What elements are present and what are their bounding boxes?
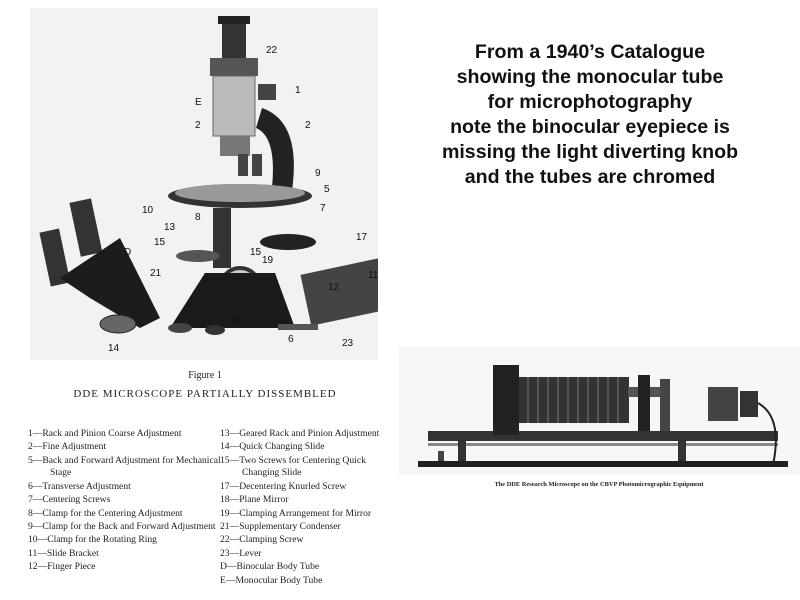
callout-2-right: 2 xyxy=(305,120,311,131)
microscope-photo xyxy=(30,8,378,360)
callout-2-left: 2 xyxy=(195,120,201,131)
legend-item: 14—Quick Changing Slide xyxy=(220,441,325,453)
callout-14: 14 xyxy=(108,343,120,354)
callout-8: 8 xyxy=(195,212,201,223)
callout-19: 19 xyxy=(262,255,274,266)
callout-12: 12 xyxy=(328,282,340,293)
legend-item: 7—Centering Screws xyxy=(28,494,111,506)
caption-line: missing the light diverting knob xyxy=(441,141,739,163)
callout-5: 5 xyxy=(324,184,330,195)
figure-title: DDE MICROSCOPE PARTIALLY DISSEMBLED xyxy=(73,388,337,400)
legend-item: 8—Clamp for the Centering Adjustment xyxy=(28,507,183,519)
legend-item: 12—Finger Piece xyxy=(28,561,96,573)
legend-item: D—Binocular Body Tube xyxy=(220,561,320,573)
legend-left-column xyxy=(28,428,228,575)
caption-line: and the tubes are chromed xyxy=(464,166,716,188)
callout-15-left: 15 xyxy=(154,237,166,248)
callout-13: 13 xyxy=(164,222,176,233)
legend-item: 22—Clamping Screw xyxy=(220,534,304,546)
annotation-caption xyxy=(410,40,770,190)
callout-18: 18 xyxy=(230,316,242,327)
figure-label: Figure 1 xyxy=(188,370,222,381)
caption-line: note the binocular eyepiece is xyxy=(450,116,730,138)
legend-item: 21—Supplementary Condenser xyxy=(220,521,341,532)
callout-d: D xyxy=(124,247,132,258)
legend-item: 19—Clamping Arrangement for Mirror xyxy=(220,507,372,519)
equipment-illustration xyxy=(398,347,800,475)
equipment-caption: The DDE Research Microscope on the CBVP Photomicrographic Equipment xyxy=(494,481,704,488)
legend-item: 18—Plane Mirror xyxy=(220,494,289,506)
legend-item: 5—Back and Forward Adjustment for Mechanical Stage xyxy=(28,454,221,479)
legend-item: E—Monocular Body Tube xyxy=(220,574,323,586)
callout-7: 7 xyxy=(320,203,326,214)
callout-1: 1 xyxy=(295,85,301,96)
callout-11: 11 xyxy=(368,270,378,281)
legend-item: 13—Geared Rack and Pinion Adjustment xyxy=(220,428,380,439)
callout-22: 22 xyxy=(266,45,278,56)
legend-item: 9—Clamp for the Back and Forward Adjustment xyxy=(28,521,216,532)
legend-right-column xyxy=(220,428,400,588)
legend-item: 17—Decentering Knurled Screw xyxy=(220,480,347,492)
callout-9: 9 xyxy=(315,168,321,179)
legend-item: 6—Transverse Adjustment xyxy=(28,480,131,492)
callout-17: 17 xyxy=(356,232,368,243)
caption-line: showing the monocular tube xyxy=(456,66,724,88)
legend-item: 2—Fine Adjustment xyxy=(28,441,107,453)
legend-item: 11—Slide Bracket xyxy=(28,547,99,559)
legend-item: 23—Lever xyxy=(220,547,262,559)
callout-23: 23 xyxy=(342,338,354,349)
caption-line: From a 1940’s Catalogue xyxy=(474,41,706,63)
photomicrographic-equipment-photo xyxy=(398,347,800,475)
callout-10: 10 xyxy=(142,205,154,216)
callout-15-right: 15 xyxy=(250,247,262,258)
microscope-illustration xyxy=(30,8,378,360)
legend-item: 10—Clamp for the Rotating Ring xyxy=(28,534,157,546)
legend-item: 15—Two Screws for Centering Quick Changing Slide xyxy=(220,454,366,479)
legend-item: 1—Rack and Pinion Coarse Adjustment xyxy=(28,428,182,439)
callout-e: E xyxy=(195,97,202,108)
callout-21: 21 xyxy=(150,268,162,279)
callout-6: 6 xyxy=(288,334,294,345)
caption-line: for microphotography xyxy=(487,91,693,113)
